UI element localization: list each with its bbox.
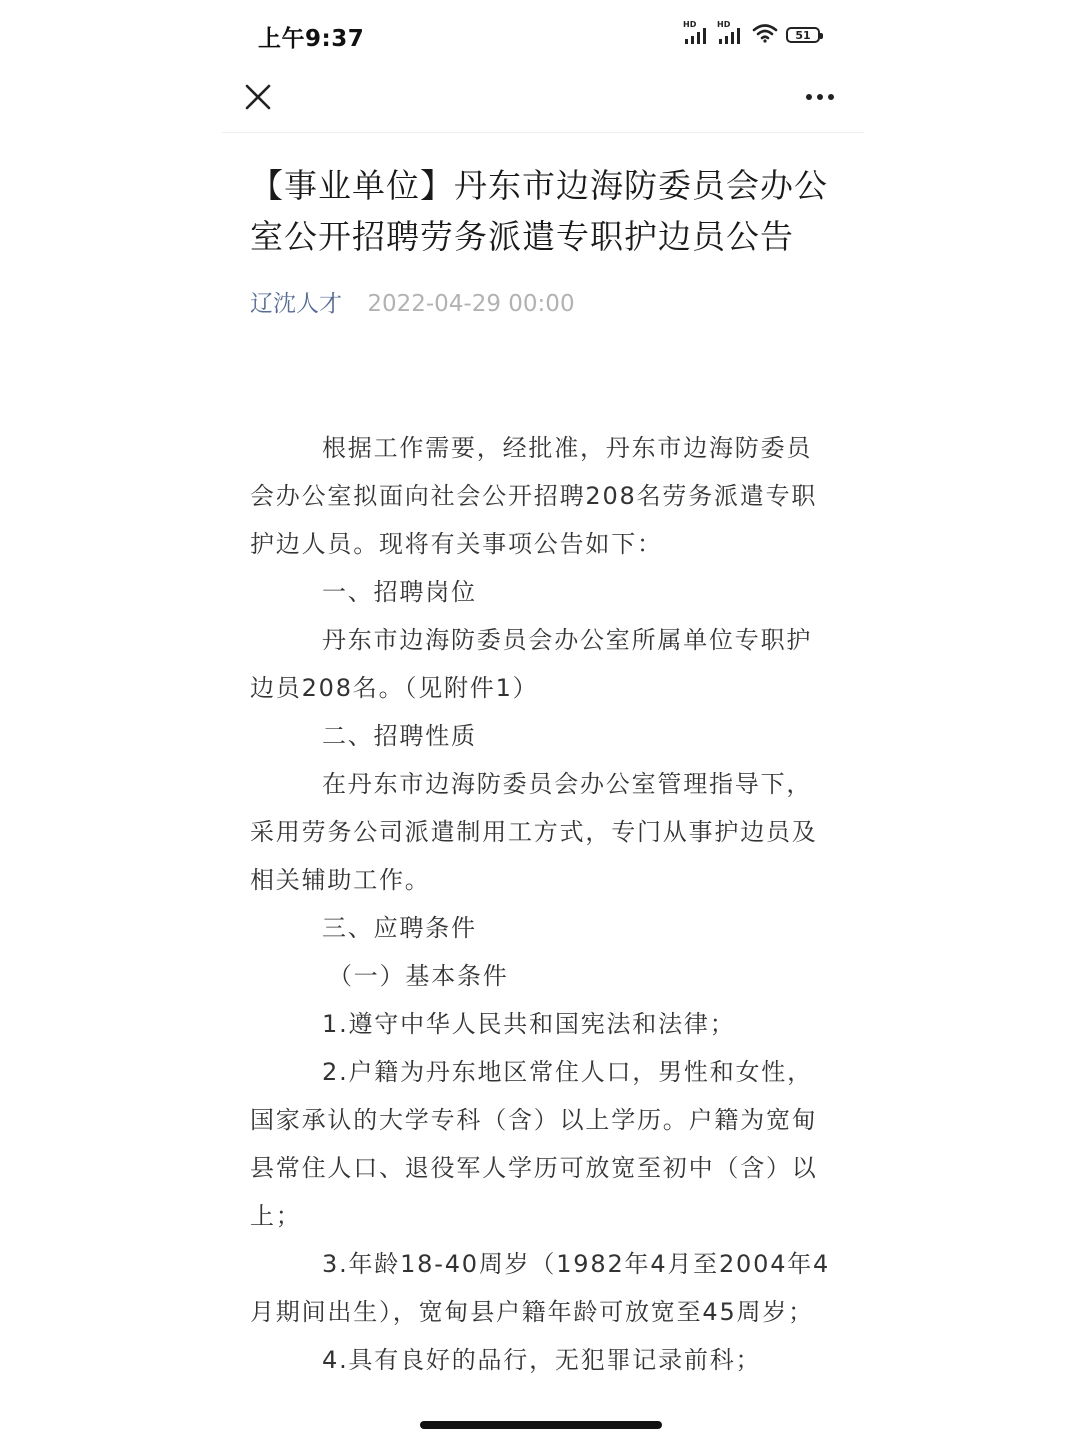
list-item: 2.户籍为丹东地区常住人口，男性和女性，国家承认的大学专科（含）以上学历。户籍为宽甸县常住人口、退役军人学历可放宽至初中（含）以上； <box>250 1058 818 1230</box>
body-paragraph: 丹东市边海防委员会办公室所属单位专职护边员208名。（见附件1） <box>250 626 813 702</box>
status-time: 上午9:37 <box>258 26 365 52</box>
body-paragraph: 在丹东市边海防委员会办公室管理指导下，采用劳务公司派遣制用工方式，专门从事护边员及相关辅助工作。 <box>250 770 818 894</box>
more-button[interactable] <box>798 74 842 120</box>
more-icon <box>805 93 835 101</box>
battery-icon: 51 <box>786 27 820 43</box>
wifi-icon <box>752 23 778 47</box>
hd-signal-icon <box>717 20 744 45</box>
nav-bar <box>222 70 864 133</box>
section-heading: 三、应聘条件 <box>322 914 477 942</box>
section-heading: 二、招聘性质 <box>322 722 477 750</box>
article-source-link[interactable]: 辽沈人才 <box>250 291 342 317</box>
list-item: 1.遵守中华人民共和国宪法和法律； <box>322 1010 736 1038</box>
article-body <box>250 424 836 1384</box>
bottom-safe-area <box>222 1392 864 1439</box>
subsection-heading: （一）基本条件 <box>328 962 509 990</box>
close-icon <box>245 84 271 110</box>
body-paragraph: 根据工作需要，经批准，丹东市边海防委员会办公室拟面向社会公开招聘208名劳务派遣专职护边人员。现将有关事项公告如下： <box>250 434 818 558</box>
article-date: 2022-04-29 00:00 <box>367 291 575 317</box>
phone-screen <box>222 0 864 1439</box>
list-item: 3.年龄18-40周岁（1982年4月至2004年4月期间出生），宽甸县户籍年龄可放宽至45周岁； <box>250 1250 831 1326</box>
hd-label: HD <box>717 20 731 29</box>
article-meta <box>250 286 836 322</box>
hd-label: HD <box>683 20 697 29</box>
hd-signal-icon <box>683 20 710 45</box>
status-bar <box>222 0 864 70</box>
close-button[interactable] <box>232 74 284 120</box>
status-icons <box>684 22 820 48</box>
article-title: 【事业单位】丹东市边海防委员会办公室公开招聘劳务派遣专职护边员公告 <box>250 166 828 256</box>
home-indicator[interactable] <box>420 1421 662 1429</box>
section-heading: 一、招聘岗位 <box>322 578 477 606</box>
list-item: 4.具有良好的品行，无犯罪记录前科； <box>322 1346 762 1374</box>
article-header <box>250 160 836 322</box>
